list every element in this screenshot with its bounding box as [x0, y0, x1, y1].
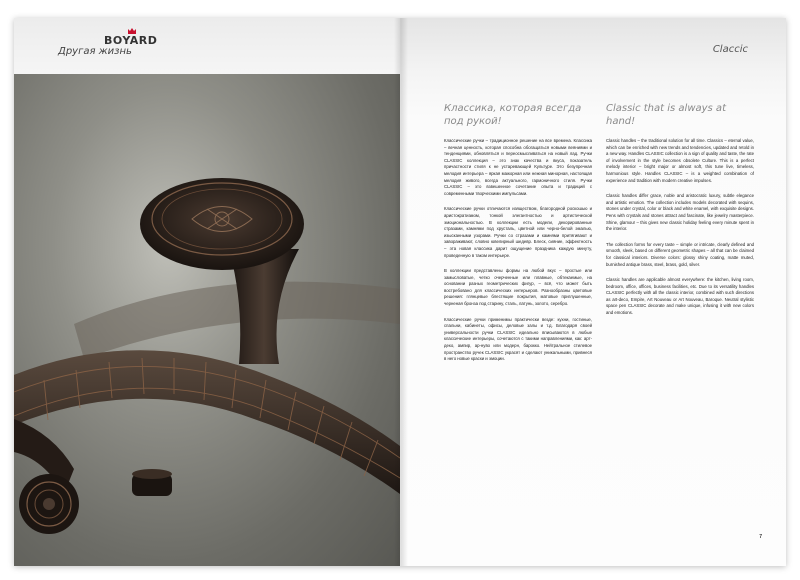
magazine-spread — [14, 18, 786, 566]
page-number: 7 — [759, 534, 762, 540]
russian-column — [444, 102, 592, 372]
english-column — [606, 102, 754, 326]
section-title: Claccic — [712, 44, 748, 55]
brand-logo: BOYARD — [104, 34, 158, 47]
russian-paragraph: В коллекции представлены формы на любой вкус – простые или замысловатые, четко очерченные или плавные, обтекаемые, на основании разных геометрических фигур, – всё, что может быть востребовано для классических интерьеров. Разнообразны цветовые решения: глянцевые блестящие покрытия, матовые приглушенные, черненая бронза под старину, сталь, латунь, золото, серебро. — [444, 268, 592, 307]
left-page — [14, 18, 400, 566]
english-paragraph: The collection forms for every taste – simple or intricate, clearly defined and smooth, sleek, based on different geometric shapes – all that can be claimed for classical interiors. Diverse colors: glossy shiny coating, matte muted, burnished antique brass, steel, brass, gold, silver. — [606, 241, 754, 267]
product-photo — [14, 74, 400, 566]
russian-paragraph: Классические ручки применимы практически везде: кухни, гостиные, спальни, кабинеты, офисы, деловые залы и т.д. Благодаря своей универсальности ручки CLASSIC идеально вписываются в любые классические интерьеры, сочетаются с такими направлениями, как: арт-деко, ампир, ар-нуво или модерн, барокко. Нейтральное стилевое пространство ручек CLASSIC украсят и сделают уникальными, привнеся в него новые краски и эмоции. — [444, 316, 592, 362]
russian-paragraph: Классические ручки – традиционное решение на все времена. Классика – вечная ценность, которая способна обогащаться новыми веяниями и тенденциями, обновляться и переосмысливаться на новый лад. Ручки CLASSIC коллекция – это знак качества и вкуса, показатель причастности стиля к не устаревающей Культуре. Это безупречная мелодия интерьера – яркая мажорная или нежная минорная, настоящая мелодия живого, всегда актуального, гармоничного стиля. Ручки CLASSIC – это взвешенное сочетание опыта и традиций с современными творческими импульсами. — [444, 138, 592, 196]
bronze-handles-illustration — [14, 74, 400, 566]
russian-paragraph: Классические ручки отличаются изяществом, благородной роскошью и аристократизмом, тонкой элегантностью и артистической эмоциональностью. В коллекции есть модели, декорированные стразами, камнями под хрусталь, цветной или черно-белой эмалью, изысканными узорами. Ручки со стразами и камнями притягивают и завораживают, словно ювелирный шедевр. Блеск, сияние, эффектность – эта новая классика дарит ощущение праздника каждую минуту, проведенную в таком интерьере. — [444, 206, 592, 258]
russian-heading: Классика, которая всегда под рукой! — [444, 103, 582, 127]
english-paragraph: Classic handles are applicable almost everywhere: the kitchen, living room, bedroom, office, offices, business facilities, etc. Due to its versatility handles CLASSIC perfectly with all the classic interior, combined with such directions as art-deco, Empire, Art Nouveau or Art Nouveau, Baroque. Neutral stylistic space pen CLASSIC decorate and make unique, infusing it with new colors and emotions. — [606, 277, 754, 316]
english-paragraph: Classic handles differ grace, noble and aristocratic luxury, subtle elegance and artistic emotion. The collection includes models decorated with sequins, stones under crystal, color or black and white enamel, with exquisite designs. Pens with crystals and stones attract and fascinate, like jewelry masterpiece. Shine, glamour – this gives new classic holiday feeling every minute spent in the interior. — [606, 193, 754, 232]
english-heading: Classic that is always at hand! — [606, 103, 726, 127]
right-page — [400, 18, 786, 566]
section-subtitle: Другая жизнь — [58, 46, 132, 57]
english-paragraph: Classic handles – the traditional solution for all time. Classics – eternal value, which can be enriched with new trends and tendencies, updated and retold in a new way. Handles CLASSIC collection is a sign of quality and taste, the rate of involvement in the style becomes obsolete Culture. This is a perfect melody interior – bright major or almost soft, this tune live, timeless, harmonious style. Handles CLASSIC – is a weighted combination of experience and tradition with modern creative impulses. — [606, 138, 755, 183]
